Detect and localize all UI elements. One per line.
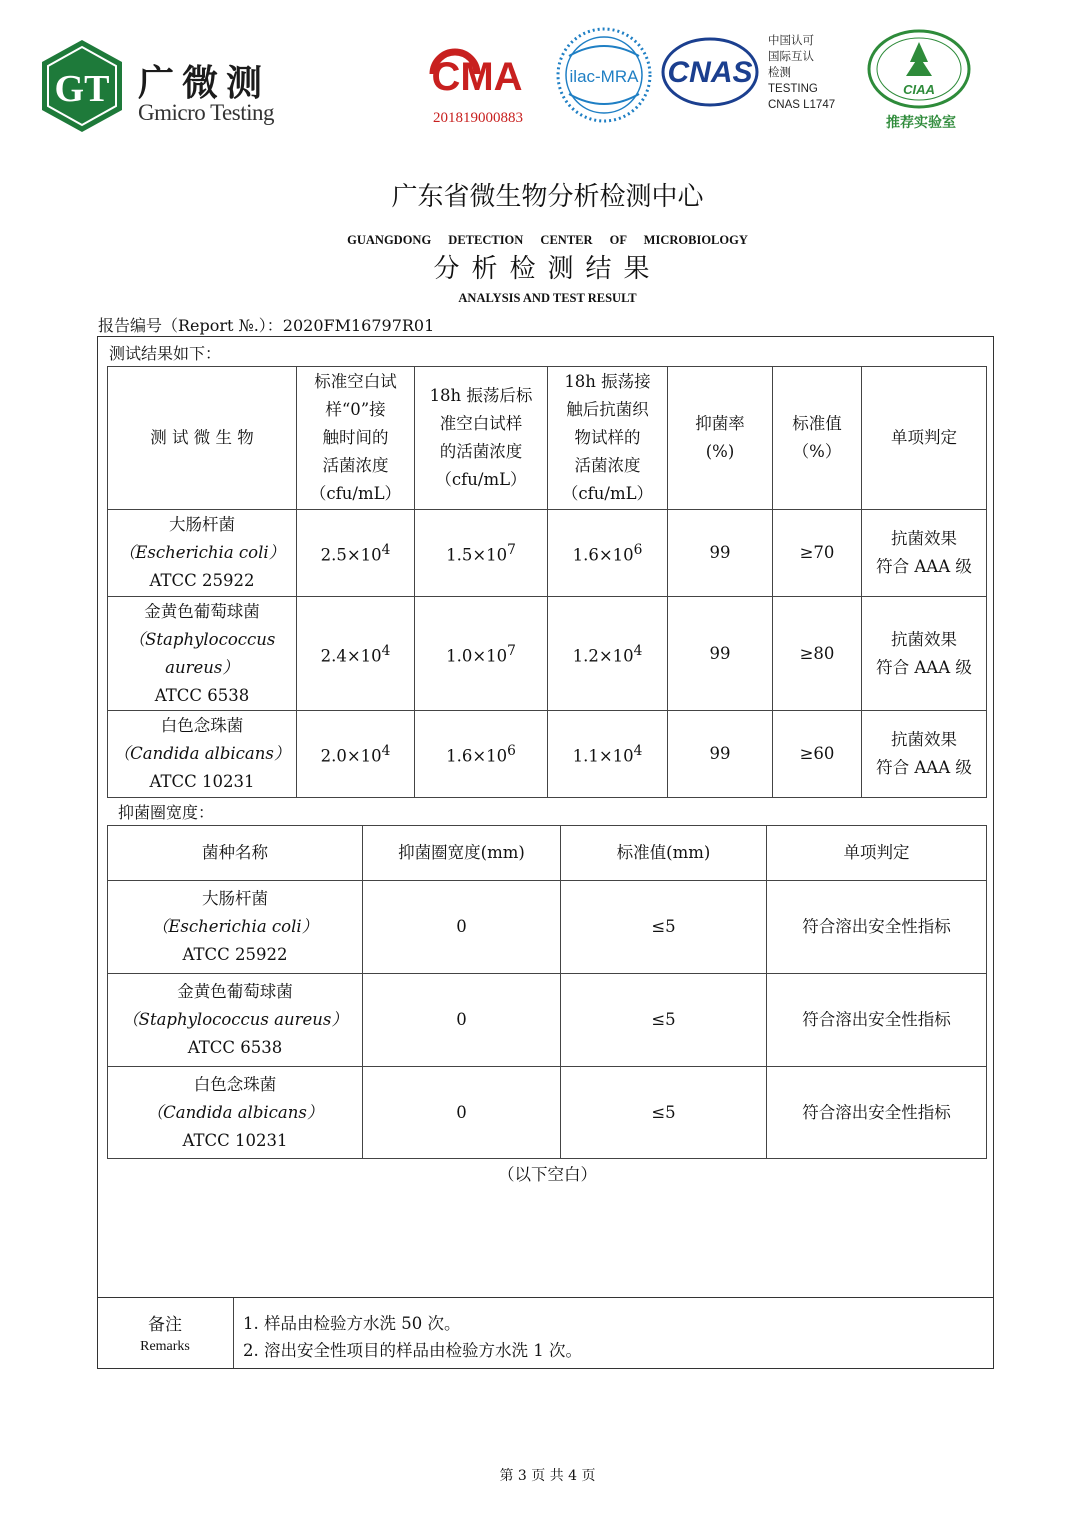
verdict-cell: 符合溶出安全性指标 [767,881,987,974]
ciaa-label: 推荐实验室 [886,115,956,131]
cnas-line: 国际互认 [768,51,814,63]
remarks-label [97,1298,234,1368]
count-0h: $2.5\times 10^4$ [297,510,415,597]
verdict-cell: 符合溶出安全性指标 [767,1067,987,1159]
cnas-text: CNAS [667,56,753,89]
remark-line: 1. 样品由检验方水洗 50 次。 [243,1314,461,1333]
cnas-line: CNAS L1747 [768,99,836,111]
standard-cell: ≥80 [773,597,862,711]
organism-cell: 金黄色葡萄球菌 （Staphylococcus aureus） ATCC 6538 [108,597,297,711]
ilac-text: ilac-MRA [569,67,639,86]
standard-cell: ≤5 [561,974,767,1067]
table-header-row [108,826,987,881]
ciaa-text: CIAA [903,82,935,97]
cma-text: CMA [431,55,523,99]
header-blank-0h: 标准空白试 样“0”接 触时间的 活菌浓度 （cfu/mL） [297,367,415,510]
header-fabric-18h: 18h 振荡接 触后抗菌织 物试样的 活菌浓度 （cfu/mL） [548,367,668,510]
zone-width-cell: 0 [363,974,561,1067]
inhibition-zone-table [107,825,987,1159]
cnas-mark [660,36,760,108]
center-title-en: GUANGDONG DETECTION CENTER OF MICROBIOLOGY [347,233,748,247]
report-number: 报告编号（Report №.）：2020FM16797R01 [98,316,435,335]
brand-name-cn: 广微测 [138,63,271,104]
count-fabric-18h: $1.6\times 10^6$ [548,510,668,597]
remarks-label-en: Remarks [140,1339,190,1354]
verdict-cell: 抗菌效果 符合 AAA 级 [862,597,987,711]
zone-width-cell: 0 [363,1067,561,1159]
rate-cell: 99 [668,597,773,711]
organism-cell: 大肠杆菌 （Escherichia coli） ATCC 25922 [108,881,363,974]
header-standard: 标准值 （%） [773,367,862,510]
header-standard-mm: 标准值(mm) [561,826,767,881]
remark-line: 2. 溶出安全性项目的样品由检验方水洗 1 次。 [243,1341,582,1360]
verdict-cell: 符合溶出安全性指标 [767,974,987,1067]
header-organism: 测 试 微 生 物 [108,367,297,510]
section2-label: 抑菌圈宽度： [118,803,215,822]
table-row [108,881,987,974]
zone-width-cell: 0 [363,881,561,974]
verdict-cell: 抗菌效果 符合 AAA 级 [862,711,987,798]
count-blank-18h: $1.5\times 10^7$ [415,510,548,597]
remarks-label-cn: 备注 [148,1315,182,1335]
table-header-row [108,367,987,510]
cnas-accreditation-text [768,33,835,113]
organism-cell: 白色念珠菌 （Candida albicans） ATCC 10231 [108,711,297,798]
blank-below-note: （以下空白） [498,1165,597,1184]
count-0h: $2.4\times 10^4$ [297,597,415,711]
gmicro-logo [40,38,124,134]
rate-cell: 99 [668,711,773,798]
standard-cell: ≤5 [561,1067,767,1159]
page-footer: 第 3 页 共 4 页 [499,1468,596,1484]
header-verdict: 单项判定 [862,367,987,510]
table-row [108,510,987,597]
organism-cell: 白色念珠菌 （Candida albicans） ATCC 10231 [108,1067,363,1159]
section1-label: 测试结果如下： [109,344,222,363]
cnas-line: 检测 [768,67,791,79]
table-row [108,1067,987,1159]
count-blank-18h: $1.0\times 10^7$ [415,597,548,711]
cma-number: 201819000883 [433,110,523,126]
cma-mark [425,46,530,102]
header-strain-name: 菌种名称 [108,826,363,881]
remarks-row [97,1297,994,1369]
ilac-mra-mark [555,26,653,124]
logo-mark-text: GT [54,68,110,110]
table-row [108,974,987,1067]
standard-cell: ≥70 [773,510,862,597]
header-rate: 抑菌率 (%) [668,367,773,510]
organism-cell: 大肠杆菌 （Escherichia coli） ATCC 25922 [108,510,297,597]
organism-cell: 金黄色葡萄球菌 （Staphylococcus aureus） ATCC 6538 [108,974,363,1067]
header-verdict: 单项判定 [767,826,987,881]
count-0h: $2.0\times 10^4$ [297,711,415,798]
result-title-cn: 分析检测结果 [433,254,662,284]
ciaa-mark [866,28,972,110]
standard-cell: ≤5 [561,881,767,974]
header-blank-18h: 18h 振荡后标 准空白试样 的活菌浓度 （cfu/mL） [415,367,548,510]
cnas-line: TESTING [768,83,818,95]
count-fabric-18h: $1.1\times 10^4$ [548,711,668,798]
header-zone-width: 抑菌圈宽度(mm) [363,826,561,881]
cnas-line: 中国认可 [768,35,814,47]
count-blank-18h: $1.6\times 10^6$ [415,711,548,798]
table-row [108,597,987,711]
rate-cell: 99 [668,510,773,597]
antibacterial-rate-table [107,366,987,798]
brand-name-en: Gmicro Testing [138,100,274,125]
center-title-cn: 广东省微生物分析检测中心 [391,182,704,212]
standard-cell: ≥60 [773,711,862,798]
verdict-cell: 抗菌效果 符合 AAA 级 [862,510,987,597]
count-fabric-18h: $1.2\times 10^4$ [548,597,668,711]
result-title-en: ANALYSIS AND TEST RESULT [458,291,637,305]
table-row [108,711,987,798]
